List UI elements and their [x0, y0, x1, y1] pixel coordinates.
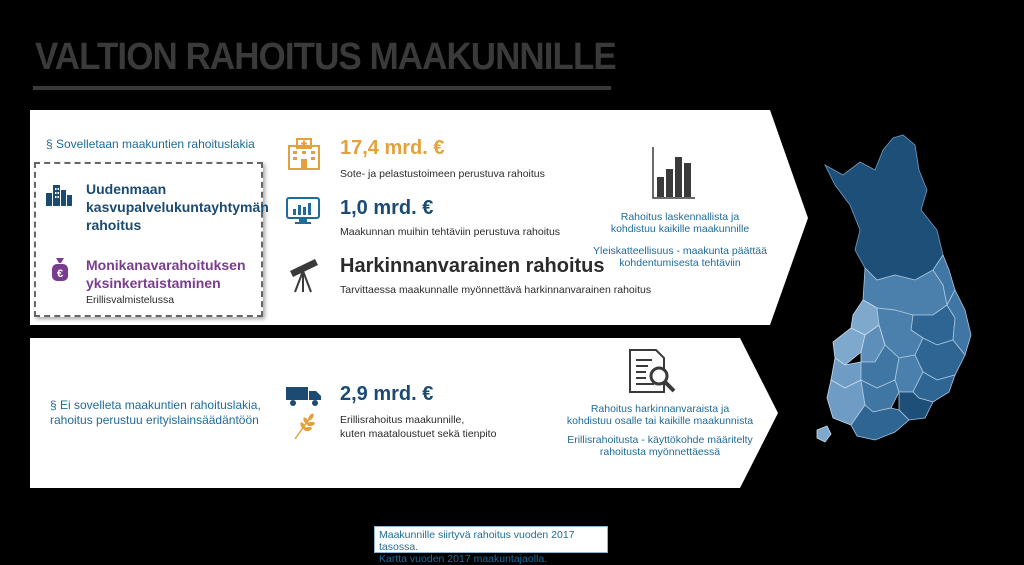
map-region-ostrobothnia — [833, 328, 865, 365]
footnote-line1: Maakunnille siirtyvä rahoitus vuoden 2017 tasossa. — [379, 529, 575, 553]
uusimaa-title-line1: Uudenmaan — [86, 181, 167, 197]
bottom-right-text1-line1: Rahoitus harkinnanvaraista ja — [590, 403, 730, 415]
top-right-text2-line2: kohdentumisesta tehtäviin — [619, 257, 741, 269]
bottom-description-line1: Erillisrahoitus maakunnille, — [340, 414, 465, 426]
monikanava-title-line2: yksinkertaistaminen — [86, 275, 221, 291]
telescope-icon — [287, 255, 321, 293]
hospital-icon — [287, 137, 321, 171]
monikanava-note: Erillisvalmistelussa — [86, 294, 175, 306]
map-region-aland — [817, 426, 831, 442]
uusimaa-title-line3: rahoitus — [86, 217, 142, 233]
page-title: VALTION RAHOITUS MAAKUNNILLE — [35, 36, 616, 78]
top-right-text2-line1: Yleiskatteellisuus - maakunta päättää — [593, 245, 767, 257]
bar-chart-icon — [650, 145, 696, 201]
wheat-icon — [292, 411, 318, 441]
document-search-icon — [628, 348, 678, 396]
row3-description: Tarvittaessa maakunnalle myönnettävä harkinnanvarainen rahoitus — [340, 284, 652, 296]
finland-regions-map — [815, 130, 975, 460]
svg-text:€: € — [56, 268, 64, 280]
top-right-text1-line2: kohdistuu kaikille maakunnille — [610, 223, 750, 235]
bottom-amount: 2,9 mrd. € — [340, 383, 434, 405]
footnote-line2: Kartta vuoden 2017 maakuntajaolla. — [379, 553, 548, 565]
money-bag-icon — [49, 256, 71, 282]
map-region-lapland — [825, 135, 943, 280]
bottom-law-note-line1: § Ei sovelleta maakuntien rahoituslakia, — [50, 398, 261, 412]
bottom-law-note-line2: rahoitus perustuu erityislainsäädäntöön — [50, 413, 259, 427]
bottom-right-text2-line1: Erillisrahoitusta - käyttökohde määritelty — [567, 434, 753, 446]
row2-description: Maakunnan muihin tehtäviin perustuva rahoitus — [340, 226, 561, 238]
row2-amount: 1,0 mrd. € — [340, 197, 434, 219]
truck-icon — [285, 385, 323, 407]
city-buildings-icon — [45, 181, 73, 207]
row1-description: Sote- ja pelastustoimeen perustuva rahoitus — [340, 168, 545, 180]
uusimaa-title-line2: kasvupalvelukuntayhtymän — [86, 199, 269, 215]
top-right-text1-line1: Rahoitus laskennallista ja — [620, 211, 740, 223]
row3-heading: Harkinnanvarainen rahoitus — [340, 255, 605, 277]
monitor-chart-icon — [286, 197, 320, 225]
footnote-box — [374, 526, 608, 565]
bottom-right-text2-line2: rahoitusta myönnettäessä — [599, 446, 721, 458]
top-law-note: § Sovelletaan maakuntien rahoituslakia — [46, 137, 255, 151]
monikanava-title-line1: Monikanavarahoituksen — [86, 257, 246, 273]
bottom-right-text1-line2: kohdistuu osalle tai kaikille maakunnista — [566, 415, 754, 427]
bottom-description-line2: kuten maataloustuet sekä tienpito — [340, 428, 497, 440]
row1-amount: 17,4 mrd. € — [340, 137, 445, 159]
